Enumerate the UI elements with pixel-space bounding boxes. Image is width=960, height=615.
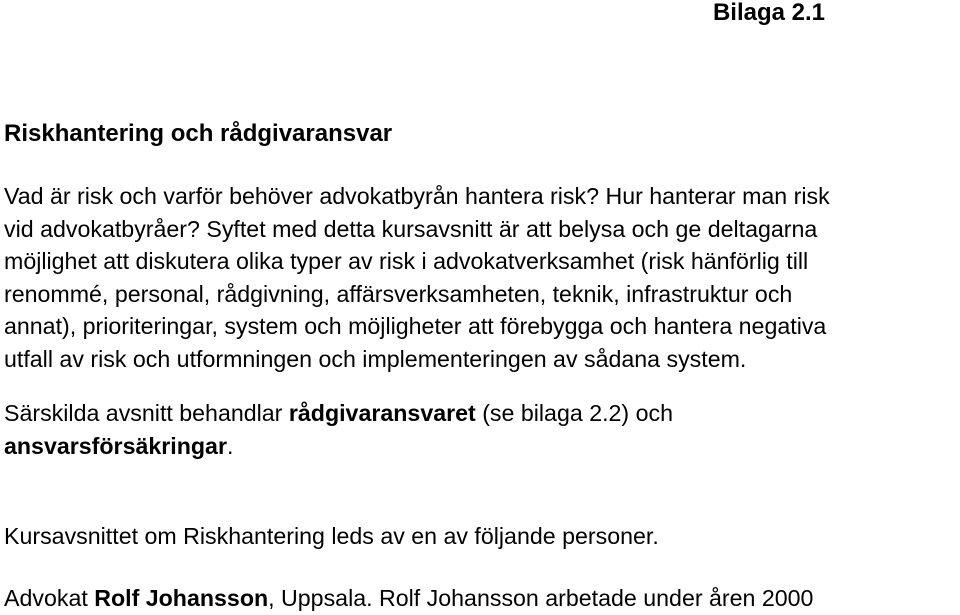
led-by-paragraph: Kursavsnittet om Riskhantering leds av en av följande personer. — [4, 523, 659, 549]
special-text: . — [226, 432, 234, 459]
appendix-label: Bilaga 2.1 — [712, 0, 825, 26]
intro-paragraph — [4, 180, 960, 375]
person-details: , Uppsala. Rolf Johansson arbetade under åren 2000 — [268, 585, 814, 611]
intro-line: utfall av risk och utformningen och implementeringen av sådana system. — [4, 345, 747, 372]
intro-line: Vad är risk och varför behöver advokatbyrån hantera risk? Hur hanterar man risk — [4, 183, 830, 209]
special-sections-paragraph — [4, 397, 960, 462]
intro-line: vid advokatbyråer? Syftet med detta kursavsnitt är att belysa och ge deltagarna — [4, 215, 818, 242]
person-title: Advokat — [4, 585, 95, 611]
intro-line: renommé, personal, rådgivning, affärsverksamheten, teknik, infrastruktur och — [4, 280, 793, 307]
person-paragraph — [4, 582, 960, 615]
special-text: Särskilda avsnitt behandlar — [4, 400, 289, 426]
liability-insurance-term: ansvarsförsäkringar — [4, 432, 227, 459]
intro-line: möjlighet att diskutera olika typer av risk i advokatverksamhet (risk hänförlig till — [4, 248, 809, 274]
person-name: Rolf Johansson — [94, 585, 269, 611]
section-title: Riskhantering och rådgivaransvar — [4, 120, 393, 147]
special-text: (se bilaga 2.2) och — [475, 400, 673, 426]
advisor-liability-term: rådgivaransvaret — [288, 400, 476, 426]
intro-line: annat), prioriteringar, system och möjligheter att förebygga och hantera negativa — [4, 313, 827, 339]
